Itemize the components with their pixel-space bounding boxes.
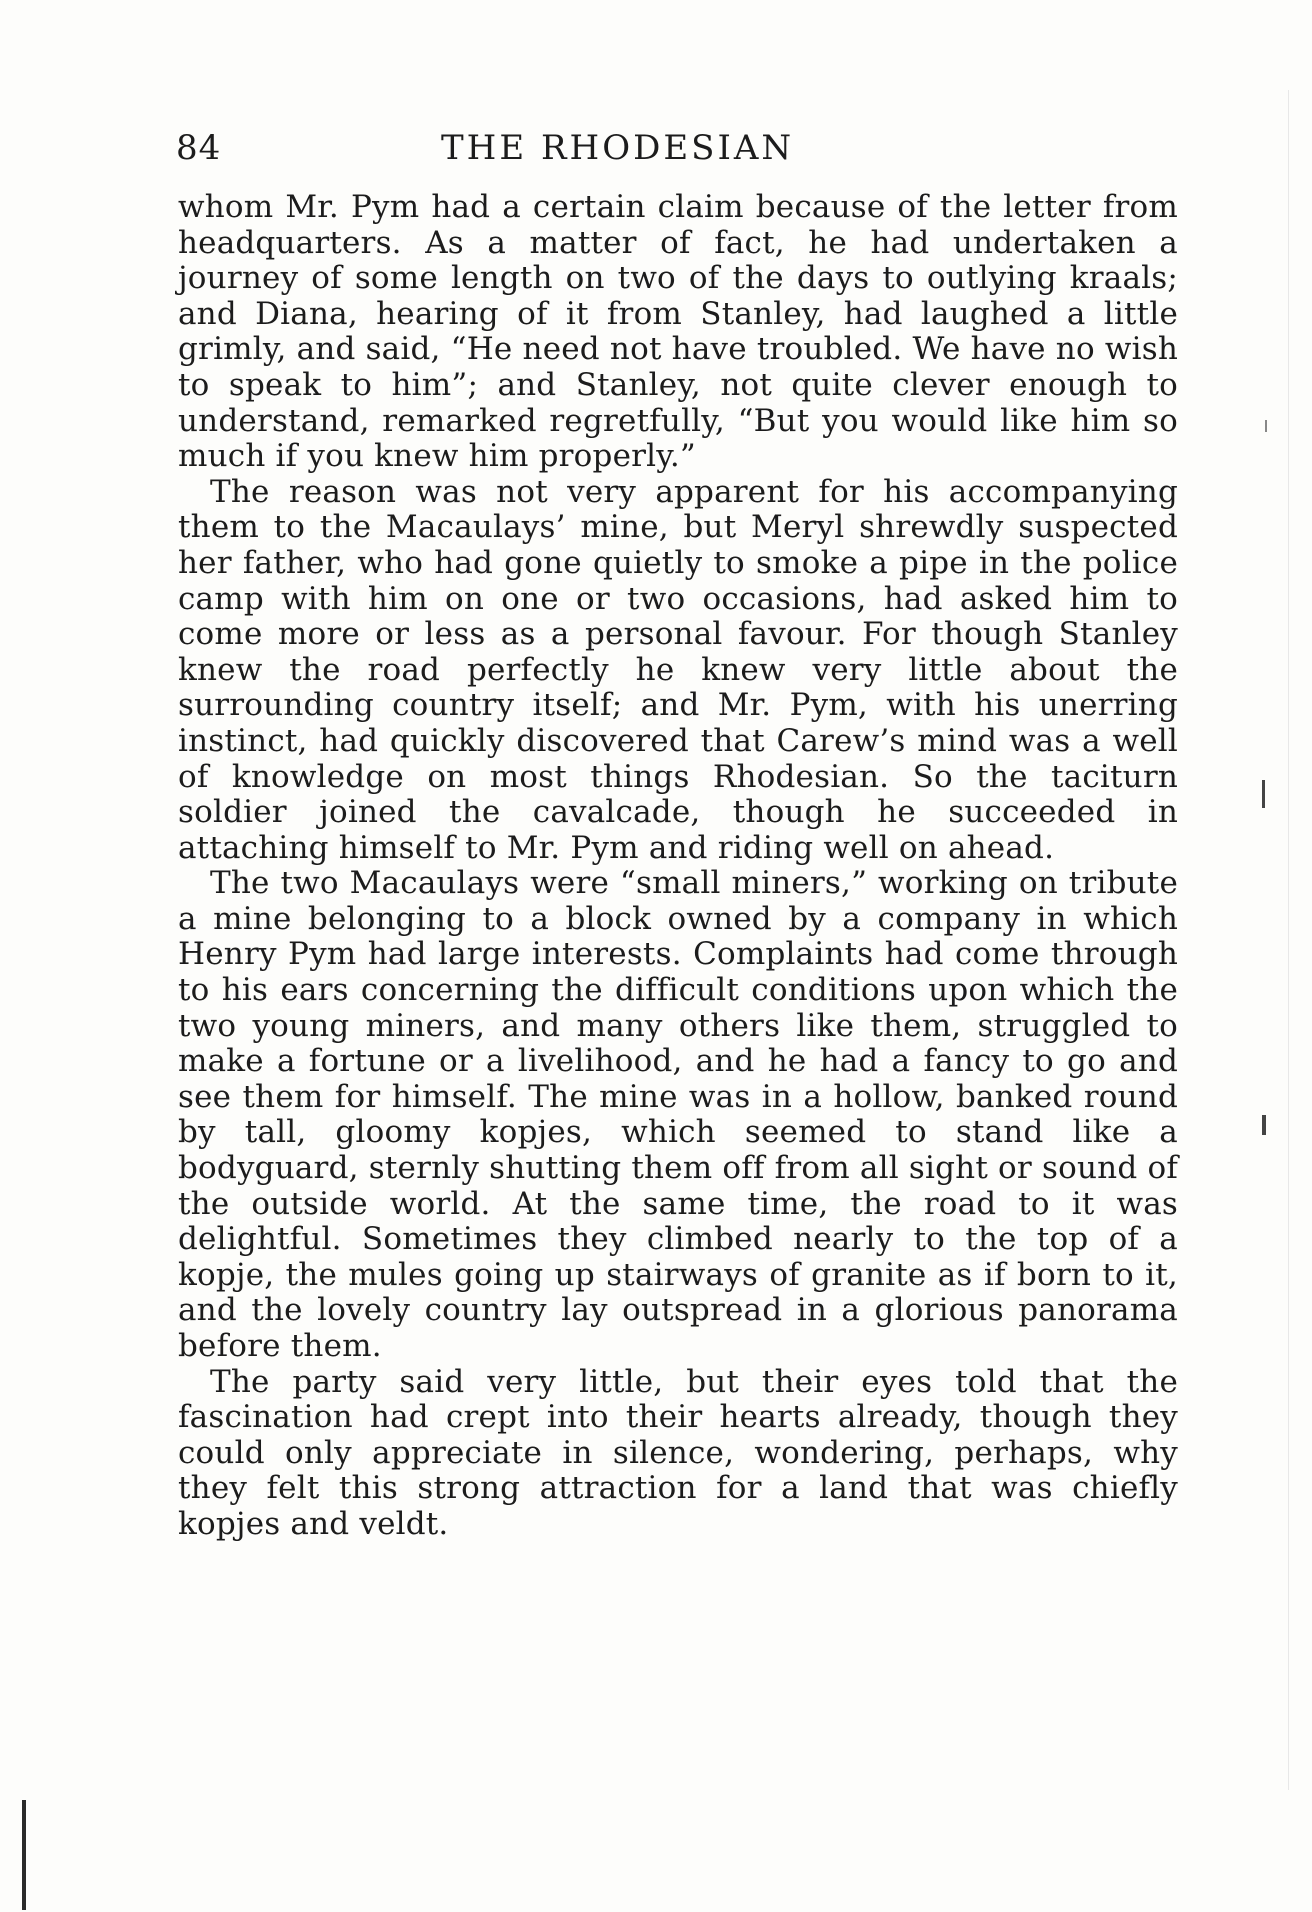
scan-artifact — [1262, 1115, 1266, 1135]
paragraph: The reason was not very apparent for his accompanying them to the Macaulays’ mine, but Meryl shrewdly suspected her father, who had gone quietly to smoke a pipe in the police camp with him on one or two occasions, had asked him to come more or less as a personal favour. For though Stanley knew the road perfectly he knew very little about the surrounding country itself; and Mr. Pym, with his unerring instinct, had quickly discovered that Carew’s mind was a well of knowledge on most things Rhodesian. So the taciturn soldier joined the cavalcade, though he succeeded in attaching himself to Mr. Pym and riding well on ahead. — [178, 473, 1178, 866]
page-number: 84 — [176, 128, 222, 168]
scan-artifact — [1265, 420, 1267, 432]
scan-artifact — [22, 1800, 26, 1910]
paragraph: The party said very little, but their eyes told that the fascination had crept into their hearts already, though they could only appreciate in silence, wondering, perhaps, why they felt this strong attraction for a land that was chiefly kopjes and veldt. — [178, 1363, 1178, 1542]
running-title: THE RHODESIAN — [441, 128, 795, 168]
paragraph: The two Macaulays were “small miners,” working on tribute a mine belonging to a block owned by a company in which Henry Pym had large interests. Complaints had come through to his ears concerning the difficult conditions upon which the two young miners, and many others like them, struggled to make a fortune or a livelihood, and he had a fancy to go and see them for himself. The mine was in a hollow, banked round by tall, gloomy kopjes, which seemed to stand like a bodyguard, sternly shutting them off from all sight or sound of the outside world. At the same time, the road to it was delightful. Sometimes they climbed nearly to the top of a kopje, the mules going up stairways of granite as if born to it, and the lovely country lay outspread in a glorious panorama before them. — [178, 865, 1178, 1364]
page-header — [176, 124, 1176, 172]
paragraph: whom Mr. Pym had a certain claim because of the letter from headquarters. As a matter of fact, he had undertaken a journey of some length on two of the days to outlying kraals; and Diana, hearing of it from Stanley, had laughed a little grimly, and said, “He need not have troubled. We have no wish to speak to him”; and Stanley, not quite clever enough to understand, remarked regretfully, “But you would like him so much if you knew him properly.” — [178, 189, 1178, 475]
body-text — [178, 190, 1178, 1543]
scan-artifact — [1262, 780, 1265, 808]
page-edge-shadow — [1288, 90, 1289, 1790]
